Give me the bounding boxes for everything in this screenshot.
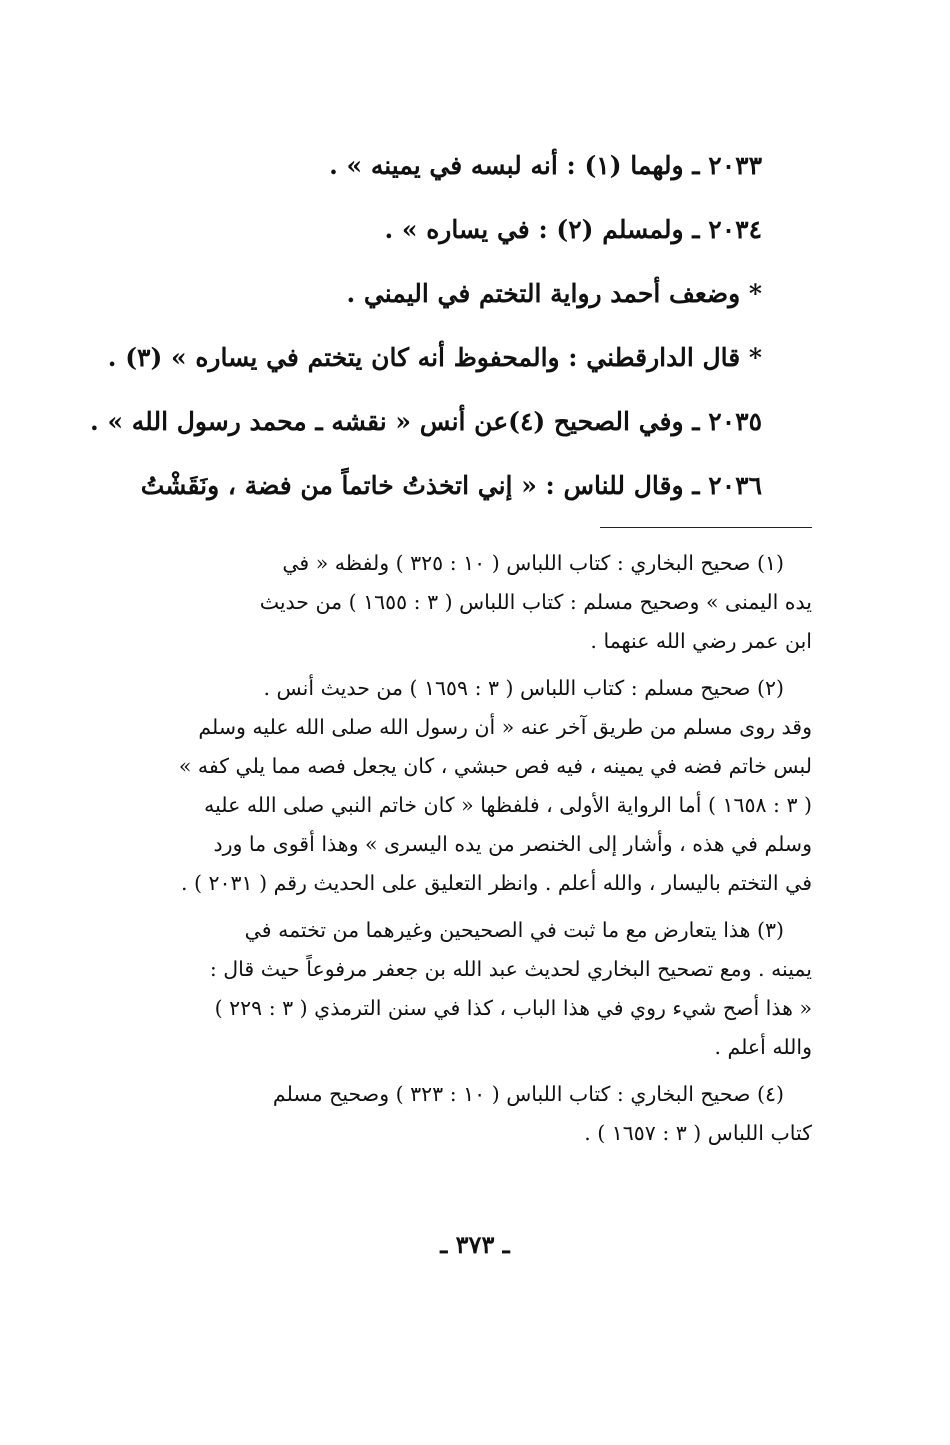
hadith-line: ٢٠٣٥ ـ وفي الصحيح (٤)عن أنس « نقشه ـ محمد رسول الله » . <box>90 407 762 436</box>
footnote-line: (٣) هذا يتعارض مع ما ثبت في الصحيحين وغيرهما من تختمه في <box>244 918 784 942</box>
hadith-line: ٢٠٣٦ ـ وقال للناس : « إني اتخذتُ خاتماً من فضة ، ونَقَشْتُ <box>140 471 762 500</box>
hadith-text-block <box>90 142 762 526</box>
footnote-4 <box>150 1075 812 1153</box>
footnote-line: ابن عمر رضي الله عنهما . <box>590 629 812 653</box>
footnote-line: (١) صحيح البخاري : كتاب اللباس ( ١٠ : ٣٢٥ ) ولفظه « في <box>282 551 784 575</box>
hadith-line: * قال الدارقطني : والمحفوظ أنه كان يتختم في يساره » (٣) . <box>107 343 762 372</box>
footnote-line: لبس خاتم فضه في يمينه ، فيه فص حبشي ، كان يجعل فصه مما يلي كفه » <box>178 754 812 778</box>
footnote-line: يمينه . ومع تصحيح البخاري لحديث عبد الله بن جعفر مرفوعاً حيث قال : <box>209 957 812 981</box>
footnote-line: (٤) صحيح البخاري : كتاب اللباس ( ١٠ : ٣٢٣ ) وصحيح مسلم <box>272 1082 784 1106</box>
footnote-1 <box>150 544 812 661</box>
footnote-line: كتاب اللباس ( ٣ : ١٦٥٧ ) . <box>584 1121 812 1145</box>
footnote-line: « هذا أصح شيء روي في هذا الباب ، كذا في سنن الترمذي ( ٣ : ٢٢٩ ) <box>214 996 812 1020</box>
footnote-line: (٢) صحيح مسلم : كتاب اللباس ( ٣ : ١٦٥٩ ) من حديث أنس . <box>263 676 784 700</box>
hadith-line: * وضعف أحمد رواية التختم في اليمني . <box>346 279 762 308</box>
footnote-line: والله أعلم . <box>714 1035 812 1059</box>
footnote-line: وسلم في هذه ، وأشار إلى الخنصر من يده اليسرى » وهذا أقوى ما ورد <box>213 832 812 856</box>
footnote-2 <box>150 669 812 903</box>
footnote-divider <box>600 527 812 528</box>
footnote-3 <box>150 911 812 1067</box>
hadith-line: ٢٠٣٣ ـ ولهما (١) : أنه لبسه في يمينه » . <box>329 151 762 180</box>
footnote-line: يده اليمنى » وصحيح مسلم : كتاب اللباس ( ٣ : ١٦٥٥ ) من حديث <box>259 590 812 614</box>
footnote-line: في التختم باليسار ، والله أعلم . وانظر التعليق على الحديث رقم ( ٢٠٣١ ) . <box>180 871 812 895</box>
hadith-line: ٢٠٣٤ ـ ولمسلم (٢) : في يساره » . <box>384 215 762 244</box>
footnotes-block <box>150 544 812 1161</box>
footnote-line: وقد روى مسلم من طريق آخر عنه « أن رسول الله صلى الله عليه وسلم <box>198 715 812 739</box>
footnote-line: ( ٣ : ١٦٥٨ ) أما الرواية الأولى ، فلفظها « كان خاتم النبي صلى الله عليه <box>204 793 812 817</box>
page-number: ـ ٣٧٣ ـ <box>440 1230 510 1259</box>
